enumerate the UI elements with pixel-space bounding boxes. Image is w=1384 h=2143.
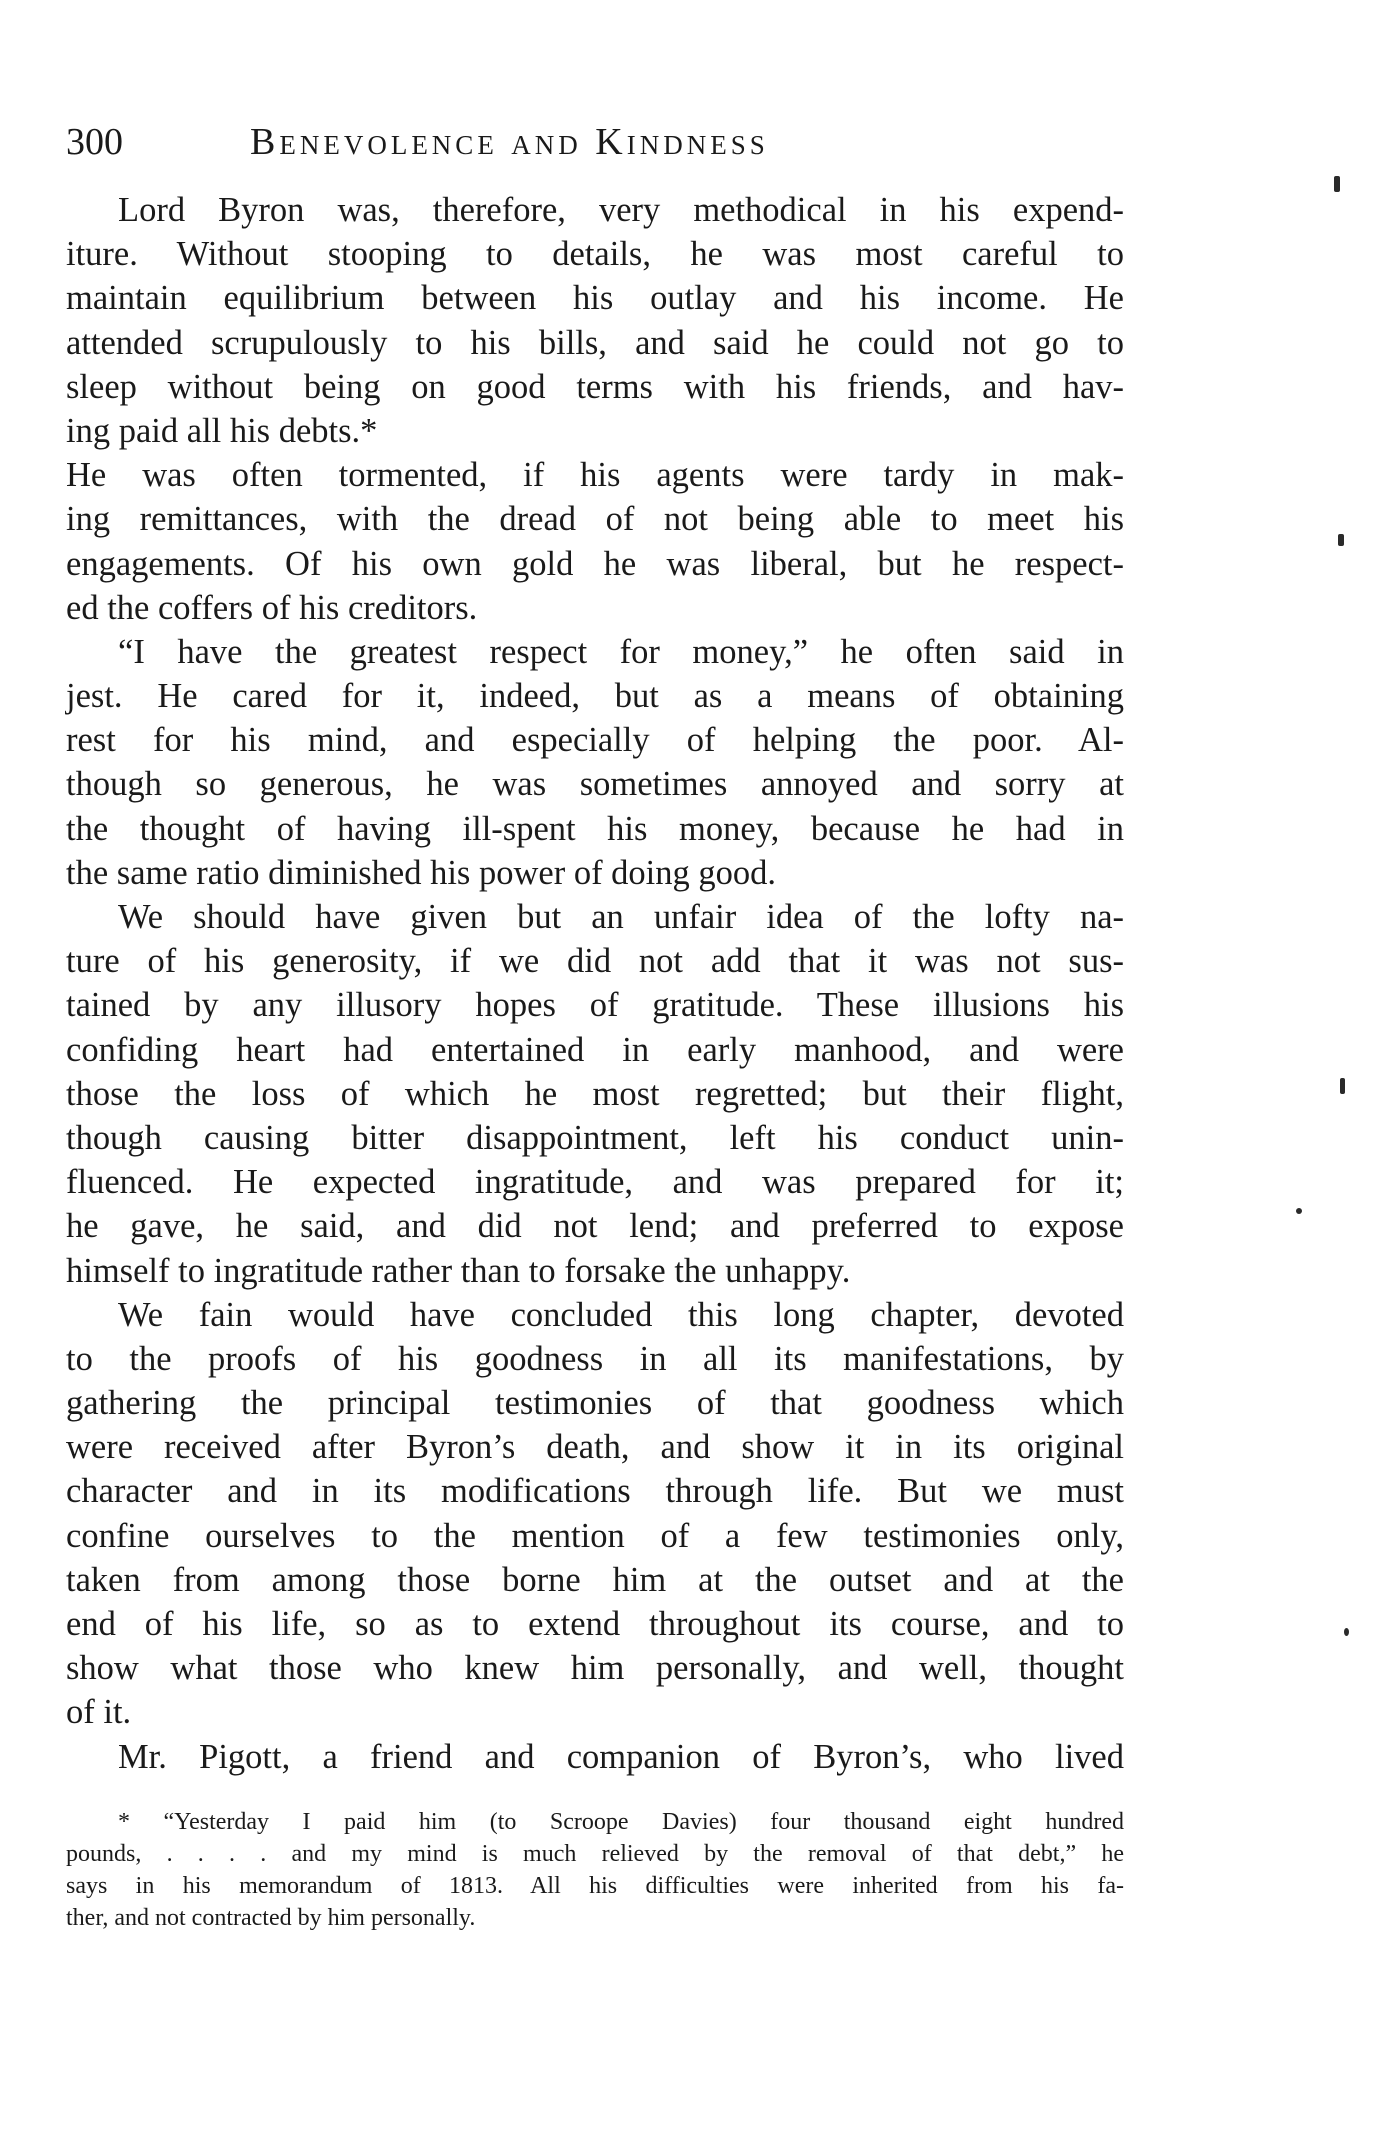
text-line: himself to ingratitude rather than to forsake the unhappy. bbox=[66, 1251, 851, 1290]
text-line: ing remittances, with the dread of not being able to meet his bbox=[66, 500, 1124, 539]
text-line: tained by any illusory hopes of gratitude. These illusions his bbox=[66, 986, 1124, 1025]
text-line: though so generous, he was sometimes annoyed and sorry at bbox=[66, 765, 1124, 804]
text-line: gathering the principal testimonies of that goodness which bbox=[66, 1384, 1124, 1423]
scan-speck bbox=[1338, 534, 1344, 546]
text-line: he gave, he said, and did not lend; and preferred to expose bbox=[66, 1207, 1124, 1246]
text-line: sleep without being on good terms with his friends, and hav- bbox=[66, 367, 1124, 406]
page-header bbox=[66, 112, 946, 172]
text-line: rest for his mind, and especially of helping the poor. Al- bbox=[66, 721, 1124, 760]
footnote-line: ther, and not contracted by him personally. bbox=[66, 1905, 476, 1931]
text-line: the thought of having ill-spent his money, because he had in bbox=[66, 809, 1124, 848]
text-line: attended scrupulously to his bills, and said he could not go to bbox=[66, 323, 1124, 362]
scan-speck bbox=[1344, 1628, 1349, 1636]
text-line: ture of his generosity, if we did not add that it was not sus- bbox=[66, 942, 1124, 981]
text-line: ed the coffers of his creditors. bbox=[66, 588, 478, 627]
text-line: the same ratio diminished his power of doing good. bbox=[66, 853, 777, 892]
text-line: confiding heart had entertained in early manhood, and were bbox=[66, 1030, 1124, 1069]
text-line: jest. He cared for it, indeed, but as a means of obtaining bbox=[66, 677, 1124, 716]
text-line: taken from among those borne him at the outset and at the bbox=[66, 1560, 1124, 1599]
scan-speck bbox=[1296, 1208, 1302, 1214]
page-number: 300 bbox=[66, 121, 123, 163]
text-line: character and in its modifications through life. But we must bbox=[66, 1472, 1124, 1511]
scan-speck bbox=[1340, 1078, 1345, 1094]
text-line: though causing bitter disappointment, left his conduct unin- bbox=[66, 1118, 1124, 1157]
running-title: Benevolence and Kindness bbox=[250, 121, 769, 163]
text-line: “I have the greatest respect for money,” he often said in bbox=[118, 632, 1124, 671]
text-line: We should have given but an unfair idea of the lofty na- bbox=[118, 898, 1124, 936]
text-line: Lord Byron was, therefore, very methodical in his expend- bbox=[118, 191, 1124, 229]
text-line: show what those who knew him personally, and well, thought bbox=[66, 1649, 1124, 1688]
footnote bbox=[66, 1806, 1124, 1934]
text-line: fluenced. He expected ingratitude, and was prepared for it; bbox=[66, 1163, 1124, 1202]
footnote-line: * “Yesterday I paid him (to Scroope Davies) four thousand eight hundred bbox=[118, 1809, 1124, 1835]
text-line: Mr. Pigott, a friend and companion of Byron’s, who lived bbox=[118, 1737, 1124, 1776]
footnote-line: pounds, . . . . and my mind is much relieved by the removal of that debt,” he bbox=[66, 1841, 1124, 1867]
text-line: He was often tormented, if his agents were tardy in mak- bbox=[66, 456, 1124, 495]
text-line: maintain equilibrium between his outlay and his income. He bbox=[66, 279, 1124, 318]
text-line: We fain would have concluded this long chapter, devoted bbox=[118, 1295, 1124, 1334]
text-line: confine ourselves to the mention of a few testimonies only, bbox=[66, 1516, 1124, 1555]
text-line: of it. bbox=[66, 1693, 132, 1732]
text-line: iture. Without stooping to details, he was most careful to bbox=[66, 235, 1124, 274]
text-line: were received after Byron’s death, and show it in its original bbox=[66, 1428, 1124, 1467]
text-line: ing paid all his debts.* bbox=[66, 411, 378, 450]
footnote-line: says in his memorandum of 1813. All his difficulties were inherited from his fa- bbox=[66, 1873, 1124, 1899]
body-text bbox=[66, 188, 1124, 1779]
text-line: engagements. Of his own gold he was liberal, but he respect- bbox=[66, 544, 1124, 583]
text-line: to the proofs of his goodness in all its manifestations, by bbox=[66, 1339, 1124, 1378]
scan-speck bbox=[1334, 176, 1340, 192]
text-line: those the loss of which he most regretted; but their flight, bbox=[66, 1074, 1124, 1113]
text-line: end of his life, so as to extend throughout its course, and to bbox=[66, 1605, 1124, 1643]
